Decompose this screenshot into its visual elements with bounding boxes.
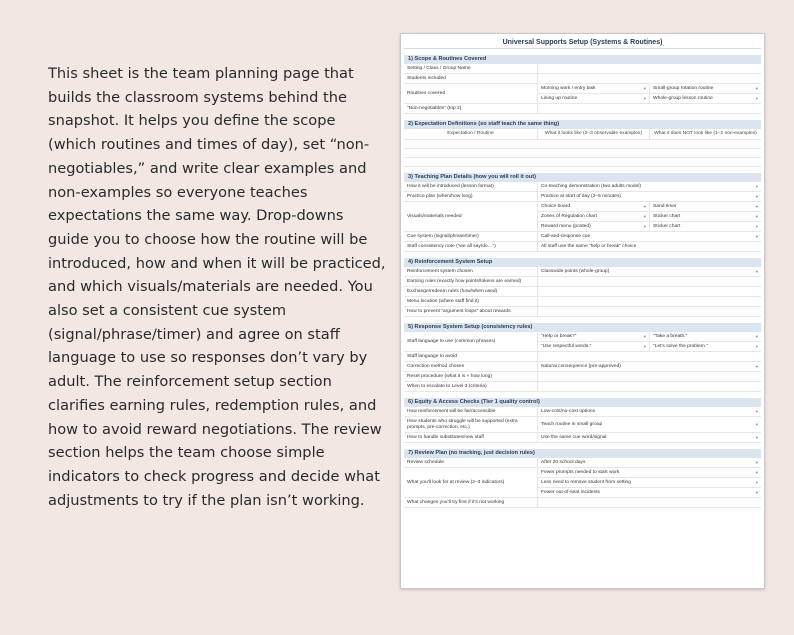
correction-dropdown[interactable]: Natural consequence (pre-approved) ▾ — [541, 363, 758, 369]
routine-dropdown[interactable]: Small-group rotation routine ▾ — [653, 85, 758, 91]
routine-dropdown[interactable]: Morning work / entry task ▾ — [538, 84, 650, 93]
row-label: Earning rules (exactly how points/tokens are earned) — [404, 277, 538, 286]
row-label: How to prevent “argument loops” about rewards — [404, 307, 538, 316]
expectation-row[interactable] — [404, 140, 761, 149]
visual-dropdown[interactable]: Choice board ▾ — [538, 202, 650, 211]
dropdown-arrow-icon: ▾ — [755, 203, 758, 209]
dropdown-arrow-icon: ▾ — [755, 193, 758, 199]
dropdown-arrow-icon: ▾ — [755, 343, 758, 349]
row-label: How it will be introduced (lesson format) — [404, 182, 538, 191]
cue-dropdown[interactable]: Call-and-response cue ▾ — [541, 233, 758, 239]
dropdown-arrow-icon: ▾ — [643, 95, 646, 101]
dropdown-arrow-icon: ▾ — [643, 223, 646, 229]
setting-field[interactable] — [538, 64, 761, 73]
section-response — [404, 323, 761, 392]
row-label: What you’ll look for at review (2–3 indicators) — [404, 468, 538, 497]
students-field[interactable] — [538, 74, 761, 83]
planning-sheet — [400, 33, 765, 589]
row-label: Correction method chosen — [404, 362, 538, 371]
exchange-field[interactable] — [538, 287, 761, 296]
section-expectations — [404, 120, 761, 167]
row-label: When to escalate to Level 3 (criteria) — [404, 382, 538, 391]
routine-dropdown[interactable]: Whole-group lesson routine ▾ — [653, 95, 758, 101]
nonneg-field[interactable] — [538, 104, 761, 113]
column-header: Expectation / Routine — [404, 129, 538, 139]
section-teaching-plan — [404, 173, 761, 252]
visual-dropdown[interactable]: Reward menu (posted) ▾ — [538, 222, 650, 231]
indicator-dropdown[interactable]: Fewer prompts needed to start work ▾ — [541, 469, 758, 475]
dropdown-arrow-icon: ▾ — [755, 95, 758, 101]
dropdown-arrow-icon: ▾ — [755, 213, 758, 219]
section-review — [404, 449, 761, 508]
dropdown-arrow-icon: ▾ — [755, 421, 758, 427]
dropdown-arrow-icon: ▾ — [755, 434, 758, 440]
row-label: Practice plan (when/how long) — [404, 192, 538, 201]
earning-field[interactable] — [538, 277, 761, 286]
support-dropdown[interactable]: Teach routine in small group ▾ — [541, 421, 758, 427]
indicator-dropdown[interactable]: Less need to remove student from setting ▾ — [541, 479, 758, 485]
fair-dropdown[interactable]: Low-cost/no-cost options ▾ — [541, 408, 758, 414]
description-text: This sheet is the team planning page that builds the classroom systems behind the snapshot. It helps you define the scope (which routines and times of day), set “non-negotiables,” and write clear examples and non-examples so everyone teaches expectations the same way. Drop-downs guide you to choose how the routine will be introduced, how and when it will be practiced, and which visuals/materials are needed. You also set a consistent cue system (signal/phrase/timer) and agree on staff language to use so responses don’t vary by adult. The reinforcement setup section clarifies earning rules, redemption rules, and how to avoid reward negotiations. The review section helps the team choose simple indicators to check progress and decide what adjustments to try if the plan isn’t working. — [48, 65, 386, 509]
row-label: What changes you’ll try first if it’s not working — [404, 498, 538, 507]
section-heading: 2) Expectation Definitions (so staff teach the same thing) — [404, 120, 761, 129]
dropdown-arrow-icon: ▾ — [755, 223, 758, 229]
dropdown-arrow-icon: ▾ — [755, 268, 758, 274]
section-scope — [404, 55, 761, 114]
escalate-field[interactable] — [538, 382, 761, 391]
avoid-field[interactable] — [538, 352, 761, 361]
column-header: What it does NOT look like (1–2 non-examples) — [654, 131, 757, 136]
dropdown-arrow-icon: ▾ — [755, 459, 758, 465]
row-label: How to handle substitutes/new staff — [404, 433, 538, 442]
section-heading: 5) Response System Setup (consistency rules) — [404, 323, 761, 332]
row-label: “Non-negotiables” (top 2) — [404, 104, 538, 113]
practice-dropdown[interactable]: Practice at start of day (2–5 minutes) ▾ — [541, 193, 758, 199]
reinforcement-dropdown[interactable]: Classwide points (whole-group) ▾ — [541, 268, 758, 274]
section-heading: 4) Reinforcement System Setup — [404, 258, 761, 267]
dropdown-arrow-icon: ▾ — [755, 85, 758, 91]
row-label: How reinforcement will be fair/accessible — [404, 407, 538, 416]
dropdown-arrow-icon: ▾ — [755, 469, 758, 475]
dropdown-arrow-icon: ▾ — [755, 479, 758, 485]
phrase-dropdown[interactable]: “Help or break?” ▾ — [538, 332, 650, 341]
dropdown-arrow-icon: ▾ — [755, 333, 758, 339]
row-label: Staff consistency note (“we all say/do…”) — [404, 242, 538, 251]
expectation-row[interactable] — [404, 149, 761, 158]
visual-dropdown[interactable]: Sand timer ▾ — [653, 203, 758, 209]
section-heading: 6) Equity & Access Checks (Tier 1 quality control) — [404, 398, 761, 407]
visual-dropdown[interactable]: Zones of Regulation chart ▾ — [538, 212, 650, 221]
dropdown-arrow-icon: ▾ — [755, 363, 758, 369]
routine-dropdown[interactable]: Lining up routine ▾ — [538, 94, 650, 103]
dropdown-arrow-icon: ▾ — [755, 183, 758, 189]
intro-dropdown[interactable]: Co-teaching demonstration (two adults model) ▾ — [541, 183, 758, 189]
indicator-dropdown[interactable]: Fewer out-of-seat incidents ▾ — [541, 489, 758, 495]
row-label: How students who struggle will be supported (extra prompts, pre-correction, etc.) — [404, 417, 538, 432]
dropdown-arrow-icon: ▾ — [643, 203, 646, 209]
phrase-dropdown[interactable]: “Let’s solve the problem.” ▾ — [653, 343, 758, 349]
row-label: Students included — [404, 74, 538, 83]
reset-field[interactable] — [538, 372, 761, 381]
dropdown-arrow-icon: ▾ — [643, 333, 646, 339]
dropdown-arrow-icon: ▾ — [755, 489, 758, 495]
dropdown-arrow-icon: ▾ — [755, 408, 758, 414]
row-label: Cue system (signal/phrase/timer) — [404, 232, 538, 241]
row-label: Review schedule — [404, 458, 538, 467]
dropdown-arrow-icon: ▾ — [755, 233, 758, 239]
section-heading: 7) Review Plan (no tracking, just decision rules) — [404, 449, 761, 458]
dropdown-arrow-icon: ▾ — [643, 213, 646, 219]
phrase-dropdown[interactable]: “Take a breath.” ▾ — [653, 333, 758, 339]
expectation-row[interactable] — [404, 158, 761, 167]
section-heading: 3) Teaching Plan Details (how you will roll it out) — [404, 173, 761, 182]
sheet-title: Universal Supports Setup (Systems & Routines) — [404, 37, 761, 49]
section-heading: 1) Scope & Routines Covered — [404, 55, 761, 64]
dropdown-arrow-icon: ▾ — [643, 85, 646, 91]
changes-field[interactable] — [538, 498, 761, 507]
row-label: Reset procedure (what it is + how long) — [404, 372, 538, 381]
row-label: Visuals/materials needed — [404, 202, 538, 231]
column-header: What it looks like (2–3 observable examples) — [538, 129, 650, 139]
row-label: Exchange/redeem rules (how/when used) — [404, 287, 538, 296]
section-reinforcement — [404, 258, 761, 317]
staff-note-field[interactable]: All staff use the same “help or break” choice. — [541, 243, 638, 249]
visual-dropdown[interactable]: Sticker chart ▾ — [653, 223, 758, 229]
schedule-dropdown[interactable]: After 20 school days ▾ — [541, 459, 758, 465]
row-label: Reinforcement system chosen — [404, 267, 538, 276]
phrase-dropdown[interactable]: “Use respectful words.” ▾ — [538, 342, 650, 351]
menu-location-field[interactable] — [538, 297, 761, 306]
row-label: Menu location (where staff find it) — [404, 297, 538, 306]
prevent-field[interactable] — [538, 307, 761, 316]
row-label: Staff language to use (common phrases) — [404, 332, 538, 351]
row-label: Routines covered — [404, 84, 538, 103]
section-equity — [404, 398, 761, 443]
dropdown-arrow-icon: ▾ — [643, 343, 646, 349]
row-label: Setting / Class / Group Name — [404, 64, 538, 73]
subs-dropdown[interactable]: Use the same cue word/signal ▾ — [541, 434, 758, 440]
row-label: Staff language to avoid — [404, 352, 538, 361]
visual-dropdown[interactable]: Sticker chart ▾ — [653, 213, 758, 219]
